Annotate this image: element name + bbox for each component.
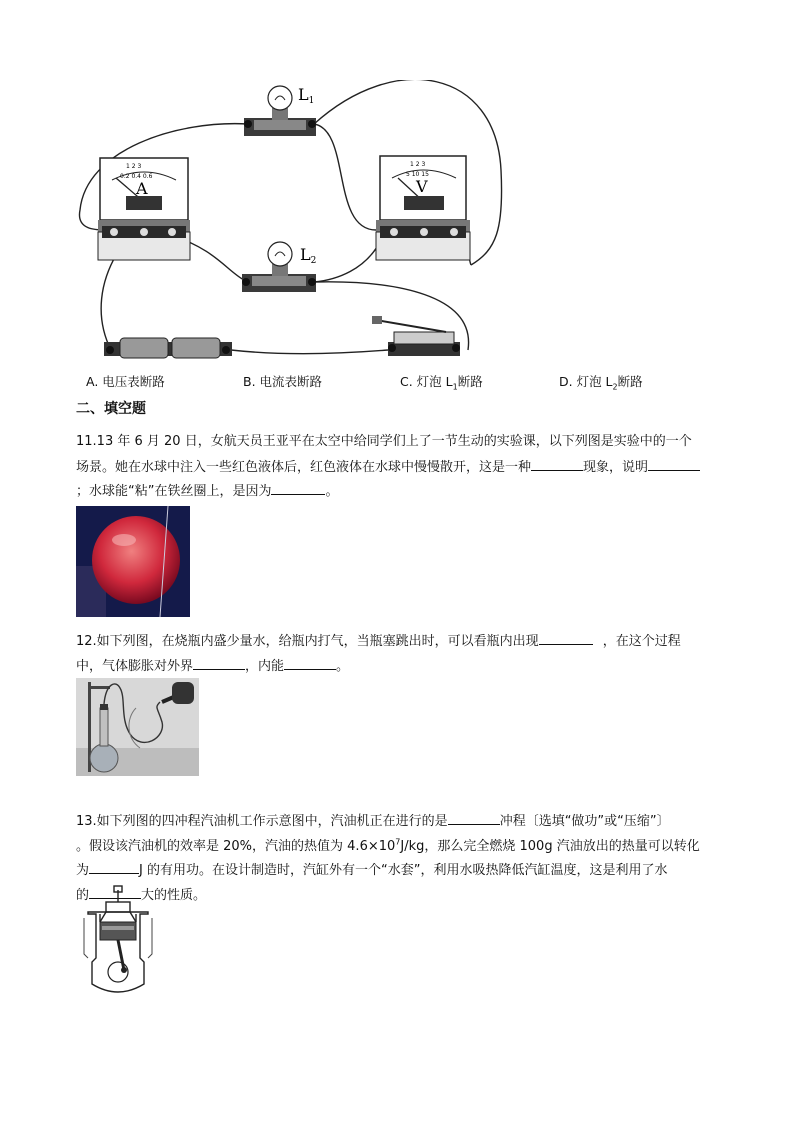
q12-blank1[interactable] — [539, 632, 593, 645]
q11-line1: 11.13 年 6 月 20 日，女航天员王亚平在太空中给同学们上了一节生动的实验课，以下列图是实验中的一个 — [76, 434, 692, 449]
q12-line1a: 12.如下列图，在烧瓶内盛少量水，给瓶内打气，当瓶塞跳出时，可以看瓶内出现 — [76, 634, 539, 649]
q12-line2a: 中，气体膨胀对外界 — [76, 659, 194, 674]
circuit-diagram — [76, 80, 506, 370]
voltmeter-top-scale: 1 2 3 — [410, 161, 426, 168]
option-d-suffix: 断路 — [617, 374, 643, 389]
ammeter-top-scale: 1 2 3 — [126, 163, 142, 170]
q12-blank3[interactable] — [284, 657, 336, 670]
label-L2: L2 — [300, 245, 317, 266]
option-c-sub: 1 — [452, 382, 458, 392]
flask-pump-photo — [76, 678, 199, 776]
option-b-text: B. 电流表断路 — [243, 374, 323, 389]
q13-blank2[interactable] — [89, 861, 139, 874]
q12-line2 — [76, 655, 349, 674]
option-b[interactable] — [243, 372, 322, 390]
q12-line1 — [76, 630, 681, 649]
label-L1: L1 — [298, 85, 315, 106]
ammeter-scale: 0.2 0.4 0.6 — [120, 173, 153, 180]
q13-line3b: J 的有用功。在设计制造时，汽缸外有一个“水套”，利用水吸热降低汽缸温度，这是利用了水 — [139, 863, 668, 878]
q11-line2b: 现象，说明 — [583, 460, 649, 475]
q12-line1b: ，在这个过程 — [602, 634, 681, 649]
option-c[interactable] — [400, 372, 483, 392]
q11-line3 — [76, 480, 339, 499]
engine-diagram — [80, 884, 156, 1000]
option-d-sub: 2 — [612, 382, 618, 392]
q13-line4a: 的 — [76, 888, 90, 903]
option-c-suffix: 断路 — [457, 374, 483, 389]
q13-line2b: J/kg，那么完全燃烧 100g 汽油放出的热量可以转化 — [400, 839, 700, 854]
q12-blank2[interactable] — [193, 657, 245, 670]
q11-line2 — [76, 456, 700, 475]
q13-line4b: 大的性质。 — [141, 888, 207, 903]
option-d[interactable] — [559, 372, 643, 392]
voltmeter-symbol: V — [416, 177, 428, 196]
option-c-prefix: C. 灯泡 L — [400, 374, 453, 389]
q13-line2 — [76, 835, 700, 854]
q11-line2a: 场景。她在水球中注入一些红色液体后，红色液体在水球中慢慢散开，这是一种 — [76, 460, 532, 475]
q13-line2-sup: 7 — [395, 837, 401, 847]
q11-line3b: 。 — [325, 484, 339, 499]
q11-blank2[interactable] — [648, 458, 700, 471]
q12-line2b: ，内能 — [245, 659, 285, 674]
option-d-prefix: D. 灯泡 L — [559, 374, 613, 389]
q13-line3 — [76, 859, 667, 878]
q11-blank3[interactable] — [271, 482, 325, 495]
q11-blank1[interactable] — [531, 458, 583, 471]
q13-line1 — [76, 810, 670, 829]
q11-line3a: ；水球能“粘”在铁丝圈上，是因为 — [76, 484, 272, 499]
q13-line1b: 冲程〔选填“做功”或“压缩”〕 — [499, 814, 670, 829]
section-title: 二、填空题 — [76, 401, 146, 417]
q13-line1a: 13.如下列图的四冲程汽油机工作示意图中，汽油机正在进行的是 — [76, 814, 448, 829]
battery-pack — [104, 338, 232, 358]
q13-line2a: 。假设该汽油机的效率是 20%，汽油的热值为 4.6×10 — [76, 839, 396, 854]
q13-line3a: 为 — [76, 863, 90, 878]
q12-line2c: 。 — [336, 659, 350, 674]
option-a-text: A. 电压表断路 — [86, 374, 165, 389]
ammeter-symbol: A — [136, 179, 148, 198]
voltmeter-scale: 5 10 15 — [406, 171, 429, 178]
option-a[interactable] — [86, 372, 165, 390]
water-ball-photo — [76, 506, 190, 617]
q13-blank1[interactable] — [448, 812, 500, 825]
